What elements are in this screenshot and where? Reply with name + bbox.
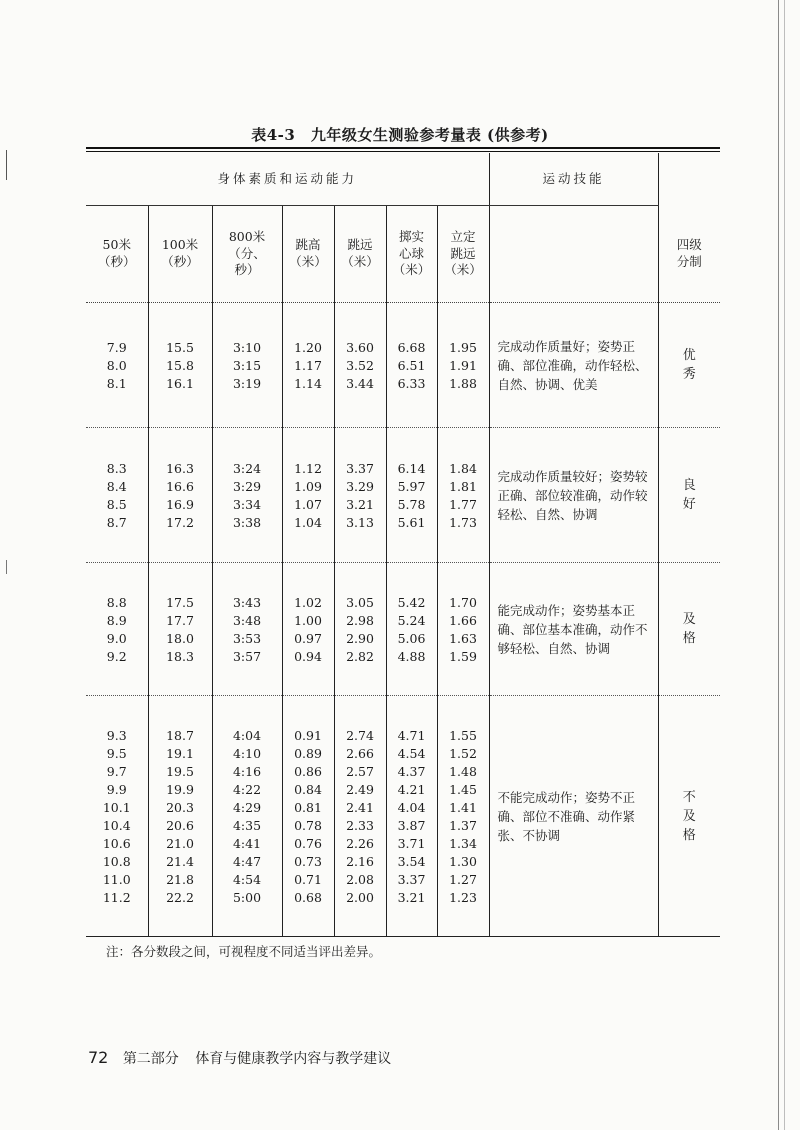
skill-description: 完成动作质量较好；姿势较正确、部位较准确，动作较轻松、自然、协调 — [489, 428, 658, 563]
table-cell: 1.55 1.52 1.48 1.45 1.41 1.37 1.34 1.30 1.27 1.23 — [437, 696, 489, 937]
table-cell: 3.37 3.29 3.21 3.13 — [334, 428, 386, 563]
table-top-rule — [86, 151, 720, 152]
grade-label: 良 好 — [658, 428, 720, 563]
page-number: 72 — [88, 1048, 109, 1067]
footer-part: 第二部分 — [122, 1051, 179, 1067]
table-cell: 18.7 19.1 19.5 19.9 20.3 20.6 21.0 21.4 21.8 22.2 — [148, 696, 212, 937]
header-physical: 身体素质和运动能力 — [86, 153, 489, 206]
table-cell: 1.95 1.91 1.88 — [437, 303, 489, 428]
table-cell: 7.9 8.0 8.1 — [86, 303, 148, 428]
grade-label: 优 秀 — [658, 303, 720, 428]
table-cell: 2.74 2.66 2.57 2.49 2.41 2.33 2.26 2.16 2.08 2.00 — [334, 696, 386, 937]
table-cell: 17.5 17.7 18.0 18.3 — [148, 563, 212, 696]
table-cell: 1.02 1.00 0.97 0.94 — [282, 563, 334, 696]
table-row — [86, 696, 720, 937]
page-footer — [88, 1048, 391, 1068]
scan-edge-line — [784, 0, 785, 1130]
column-header-skill-blank — [489, 206, 658, 303]
table-cell: 5.42 5.24 5.06 4.88 — [386, 563, 437, 696]
table-cell: 3:10 3:15 3:19 — [212, 303, 282, 428]
table-top-rule — [86, 147, 720, 149]
table-title: 表4-3 九年级女生测验参考量表 (供参考) — [251, 126, 549, 144]
column-header: 掷实 心球 （米） — [386, 206, 437, 303]
header-blank — [658, 153, 720, 206]
table-cell: 6.14 5.97 5.78 5.61 — [386, 428, 437, 563]
table-cell: 4.71 4.54 4.37 4.21 4.04 3.87 3.71 3.54 3.37 3.21 — [386, 696, 437, 937]
header-row-main — [86, 153, 720, 206]
table-cell: 3:43 3:48 3:53 3:57 — [212, 563, 282, 696]
table-note: 注：各分数段之间，可视程度不同适当评出差异。 — [106, 944, 382, 959]
table-row — [86, 303, 720, 428]
column-header: 跳远 （米） — [334, 206, 386, 303]
column-header: 800米 （分、 秒） — [212, 206, 282, 303]
table-row — [86, 563, 720, 696]
table-cell: 1.84 1.81 1.77 1.73 — [437, 428, 489, 563]
reference-table — [86, 153, 720, 937]
table-cell: 6.68 6.51 6.33 — [386, 303, 437, 428]
table-cell: 15.5 15.8 16.1 — [148, 303, 212, 428]
table-cell: 8.3 8.4 8.5 8.7 — [86, 428, 148, 563]
table-cell: 0.91 0.89 0.86 0.84 0.81 0.78 0.76 0.73 0.71 0.68 — [282, 696, 334, 937]
table-cell: 3:24 3:29 3:34 3:38 — [212, 428, 282, 563]
table-cell: 3.05 2.98 2.90 2.82 — [334, 563, 386, 696]
column-header: 立定 跳远 （米） — [437, 206, 489, 303]
column-header: 100米 （秒） — [148, 206, 212, 303]
skill-description: 完成动作质量好；姿势正确、部位准确，动作轻松、自然、协调、优美 — [489, 303, 658, 428]
table-cell: 8.8 8.9 9.0 9.2 — [86, 563, 148, 696]
scan-edge-mark — [6, 560, 7, 574]
table-row — [86, 428, 720, 563]
column-header: 跳高 （米） — [282, 206, 334, 303]
header-row-sub — [86, 206, 720, 303]
grade-label: 不 及 格 — [658, 696, 720, 937]
table-cell: 3.60 3.52 3.44 — [334, 303, 386, 428]
table-cell: 1.20 1.17 1.14 — [282, 303, 334, 428]
table-cell: 16.3 16.6 16.9 17.2 — [148, 428, 212, 563]
header-skill: 运动技能 — [489, 153, 658, 206]
table-cell: 1.70 1.66 1.63 1.59 — [437, 563, 489, 696]
scan-edge-mark — [6, 150, 7, 180]
skill-description: 不能完成动作；姿势不正确、部位不准确、动作紧张、不协调 — [489, 696, 658, 937]
skill-description: 能完成动作；姿势基本正确、部位基本准确，动作不够轻松、自然、协调 — [489, 563, 658, 696]
column-header-grade: 四级 分制 — [658, 206, 720, 303]
column-header: 50米 （秒） — [86, 206, 148, 303]
table-cell: 9.3 9.5 9.7 9.9 10.1 10.4 10.6 10.8 11.0 11.2 — [86, 696, 148, 937]
scan-edge-line — [778, 0, 779, 1130]
table-cell: 1.12 1.09 1.07 1.04 — [282, 428, 334, 563]
footer-section: 体育与健康教学内容与教学建议 — [195, 1051, 392, 1067]
grade-label: 及 格 — [658, 563, 720, 696]
table-cell: 4:04 4:10 4:16 4:22 4:29 4:35 4:41 4:47 4:54 5:00 — [212, 696, 282, 937]
